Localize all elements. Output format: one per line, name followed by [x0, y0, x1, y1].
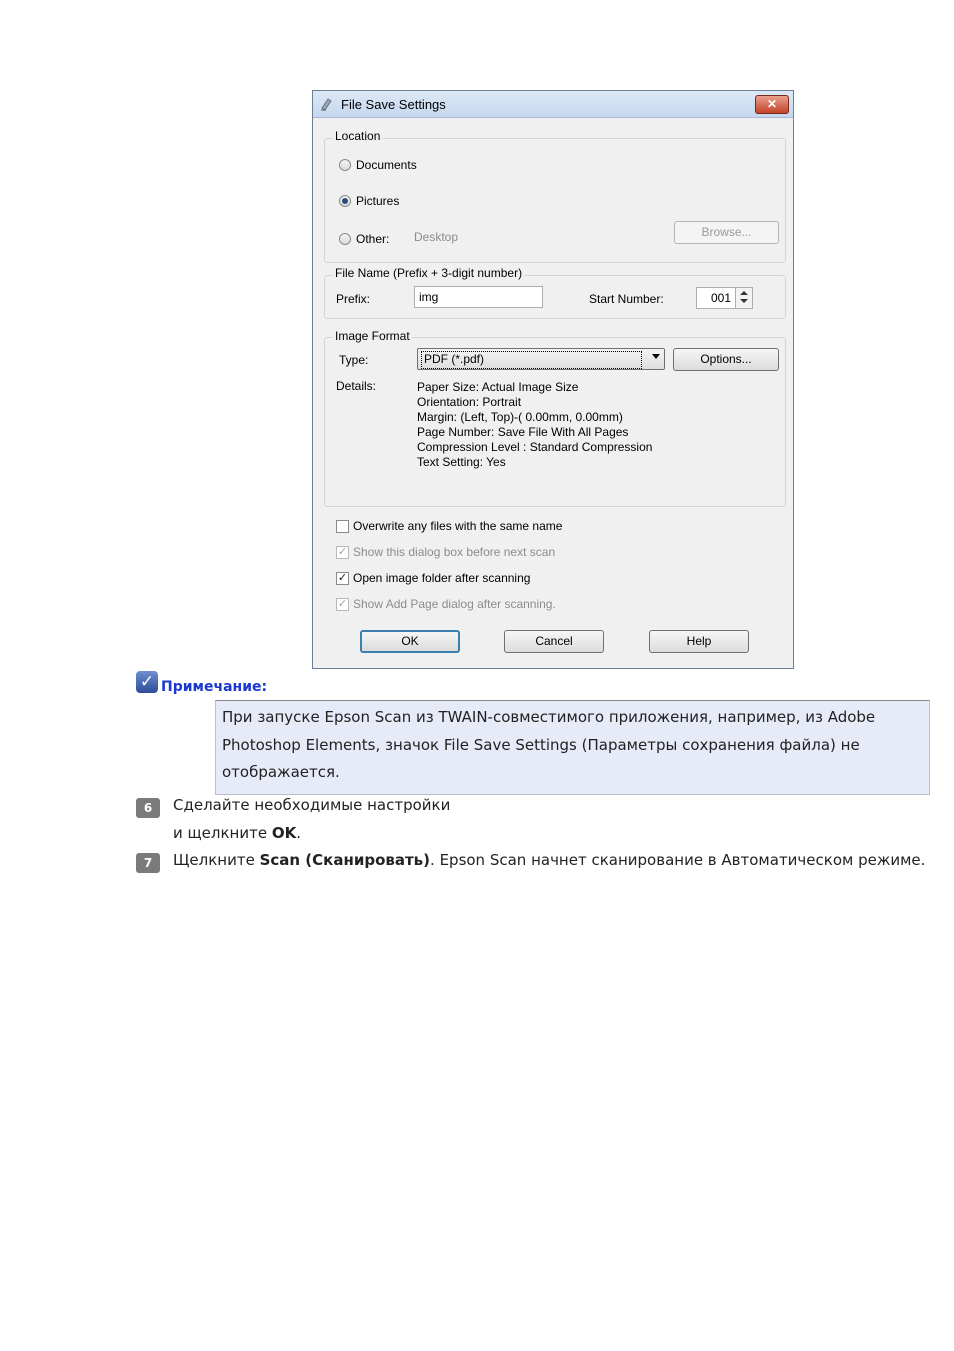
show-dialog-checkbox-label[interactable]: Show this dialog box before next scan [353, 545, 556, 559]
step-7-prefix: Щелкните [173, 851, 260, 869]
image-format-group-label: Image Format [335, 329, 410, 343]
other-radio[interactable] [339, 233, 351, 245]
overwrite-checkbox[interactable] [336, 520, 349, 533]
details-line: Orientation: Portrait [417, 395, 522, 409]
details-text [417, 380, 652, 470]
start-number-label: Start Number: [589, 292, 664, 306]
note-title: Примечание: [161, 679, 268, 695]
ok-emphasis: OK [271, 824, 297, 842]
step-number-badge: 6 [136, 798, 160, 818]
cancel-button[interactable]: Cancel [504, 630, 604, 653]
step-7-suffix: . Epson Scan начнет сканирование в Автоматическом режиме. [430, 851, 926, 869]
overwrite-checkbox-label[interactable]: Overwrite any files with the same name [353, 519, 563, 533]
step-6-text: Сделайте необходимые настройки [173, 796, 451, 814]
step-7-line [173, 850, 954, 870]
open-folder-checkbox[interactable]: ✓ [337, 572, 348, 584]
note-text: При запуске Epson Scan из TWAIN-совместимого приложения, например, из Adobe Photoshop Elements, значок File Save Settings (Параметры сохранения файла) не отображается. [222, 708, 876, 781]
dialog-titlebar [313, 91, 793, 118]
start-number-stepper[interactable] [696, 287, 753, 309]
other-radio-label[interactable]: Other: [356, 232, 390, 246]
details-line: Paper Size: Actual Image Size [417, 380, 579, 394]
step-6-suffix: . [296, 824, 301, 842]
show-dialog-checkbox[interactable]: ✓ [337, 546, 348, 558]
documents-radio-label[interactable]: Documents [356, 158, 417, 172]
spin-arrows-icon[interactable] [735, 288, 752, 308]
other-path-value: Desktop [414, 230, 459, 244]
type-select[interactable] [417, 348, 665, 370]
documents-radio[interactable] [339, 159, 351, 171]
chevron-down-icon [652, 354, 660, 359]
step-6-line1 [173, 795, 450, 815]
type-label: Type: [339, 353, 369, 367]
details-line: Page Number: Save File With All Pages [417, 425, 629, 439]
close-icon[interactable]: ✕ [755, 95, 789, 114]
prefix-label: Prefix: [336, 292, 371, 306]
scanner-app-icon [319, 96, 335, 112]
pictures-radio-label[interactable]: Pictures [356, 194, 400, 208]
ok-button[interactable]: OK [360, 630, 460, 653]
note-box [215, 700, 930, 795]
help-button[interactable]: Help [649, 630, 749, 653]
step-6-line2 [173, 823, 301, 843]
prefix-input[interactable]: img [414, 286, 543, 308]
open-folder-checkbox-label[interactable]: Open image folder after scanning [353, 571, 531, 585]
step-number-badge: 7 [136, 853, 160, 873]
note-check-icon: ✓ [136, 671, 158, 693]
details-line: Text Setting: Yes [417, 455, 506, 469]
browse-button[interactable]: Browse... [674, 221, 779, 244]
pictures-radio[interactable] [339, 195, 351, 207]
show-add-page-checkbox-label[interactable]: Show Add Page dialog after scanning. [353, 597, 556, 611]
file-save-settings-dialog [312, 90, 794, 669]
details-line: Margin: (Left, Top)-( 0.00mm, 0.00mm) [417, 410, 623, 424]
options-button[interactable]: Options... [673, 348, 779, 371]
step-6-prefix: и щелкните [173, 824, 272, 842]
details-label: Details: [336, 379, 377, 393]
dialog-title: File Save Settings [341, 97, 446, 112]
location-group-label: Location [335, 129, 381, 143]
scan-emphasis: Scan (Сканировать) [259, 851, 431, 869]
show-add-page-checkbox[interactable]: ✓ [337, 598, 348, 610]
type-select-value: PDF (*.pdf) [421, 351, 642, 369]
file-name-group-label: File Name (Prefix + 3-digit number) [335, 266, 523, 280]
details-line: Compression Level : Standard Compression [417, 440, 653, 454]
start-number-value: 001 [711, 291, 732, 305]
